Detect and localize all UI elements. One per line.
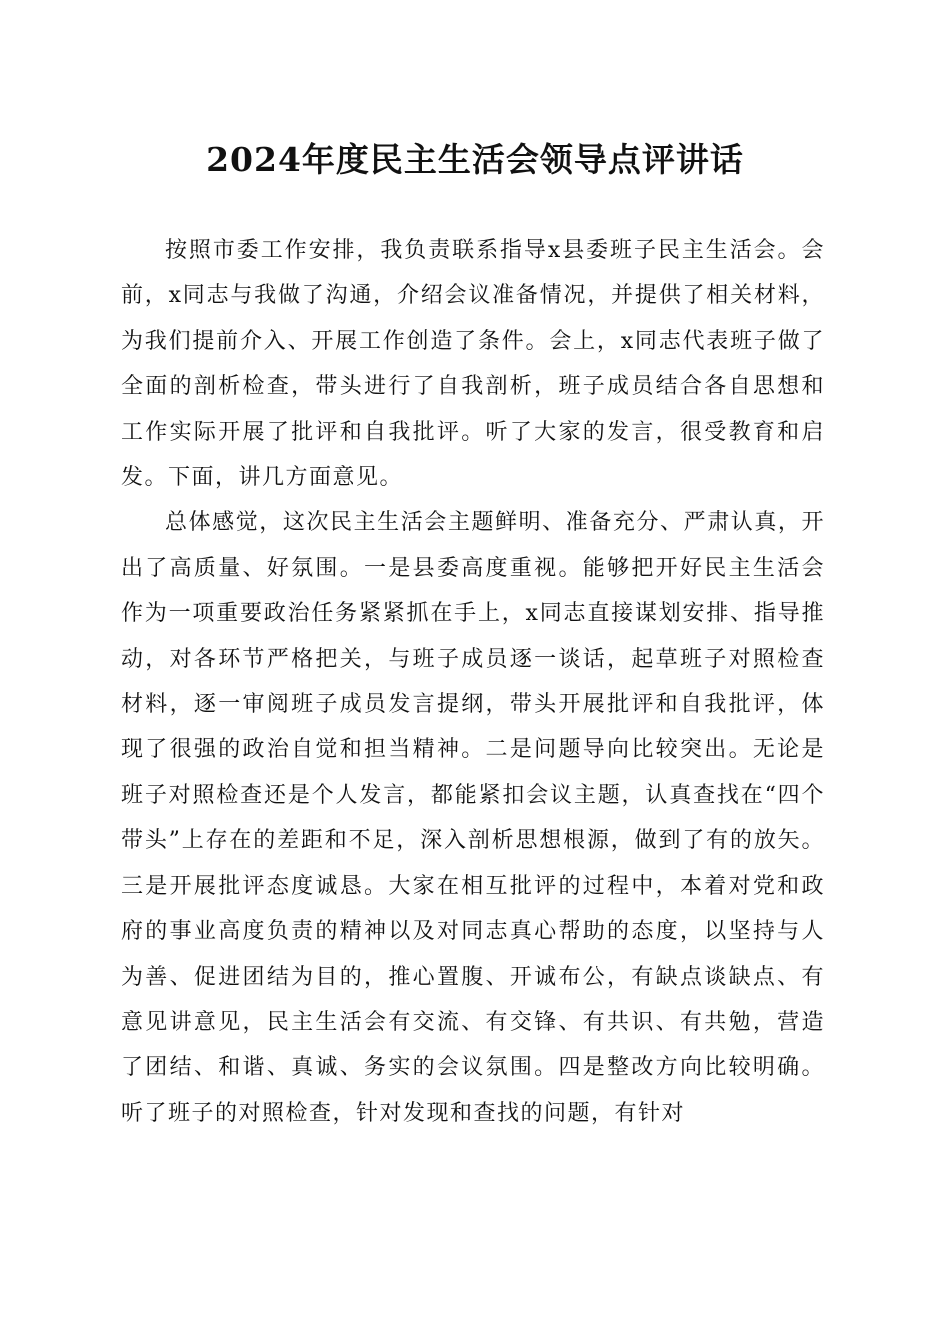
paragraph-overall-impression: 总体感觉，这次民主生活会主题鲜明、准备充分、严肃认真，开出了高质量、好氛围。一是县委高度重视。能够把开好民主生活会作为一项重要政治任务紧紧抓在手上，x同志直接谋划安排、指导推动，对各环节严格把关，与班子成员逐一谈话，起草班子对照检查材料，逐一审阅班子成员发言提纲，带头开展批评和自我批评，体现了很强的政治自觉和担当精神。二是问题导向比较突出。无论是班子对照检查还是个人发言，都能紧扣会议主题，认真查找在“四个带头”上存在的差距和不足，深入剖析思想根源，做到了有的放矢。三是开展批评态度诚恳。大家在相互批评的过程中，本着对党和政府的事业高度负责的精神以及对同志真心帮助的态度，以坚持与人为善、促进团结为目的，推心置腹、开诚布公，有缺点谈缺点、有意见讲意见，民主生活会有交流、有交锋、有共识、有共勉，营造了团结、和谐、真诚、务实的会议氛围。四是整改方向比较明确。听了班子的对照检查，针对发现和查找的问题，有针对 — [121, 510, 825, 1126]
document-body — [121, 228, 825, 1136]
paragraph-intro: 按照市委工作安排，我负责联系指导x县委班子民主生活会。会前，x同志与我做了沟通，介绍会议准备情况，并提供了相关材料，为我们提前介入、开展工作创造了条件。会上，x同志代表班子做了全面的剖析检查，带头进行了自我剖析，班子成员结合各自思想和工作实际开展了批评和自我批评。听了大家的发言，很受教育和启发。下面，讲几方面意见。 — [121, 238, 825, 491]
document-title: 2024年度民主生活会领导点评讲话 — [206, 140, 744, 179]
